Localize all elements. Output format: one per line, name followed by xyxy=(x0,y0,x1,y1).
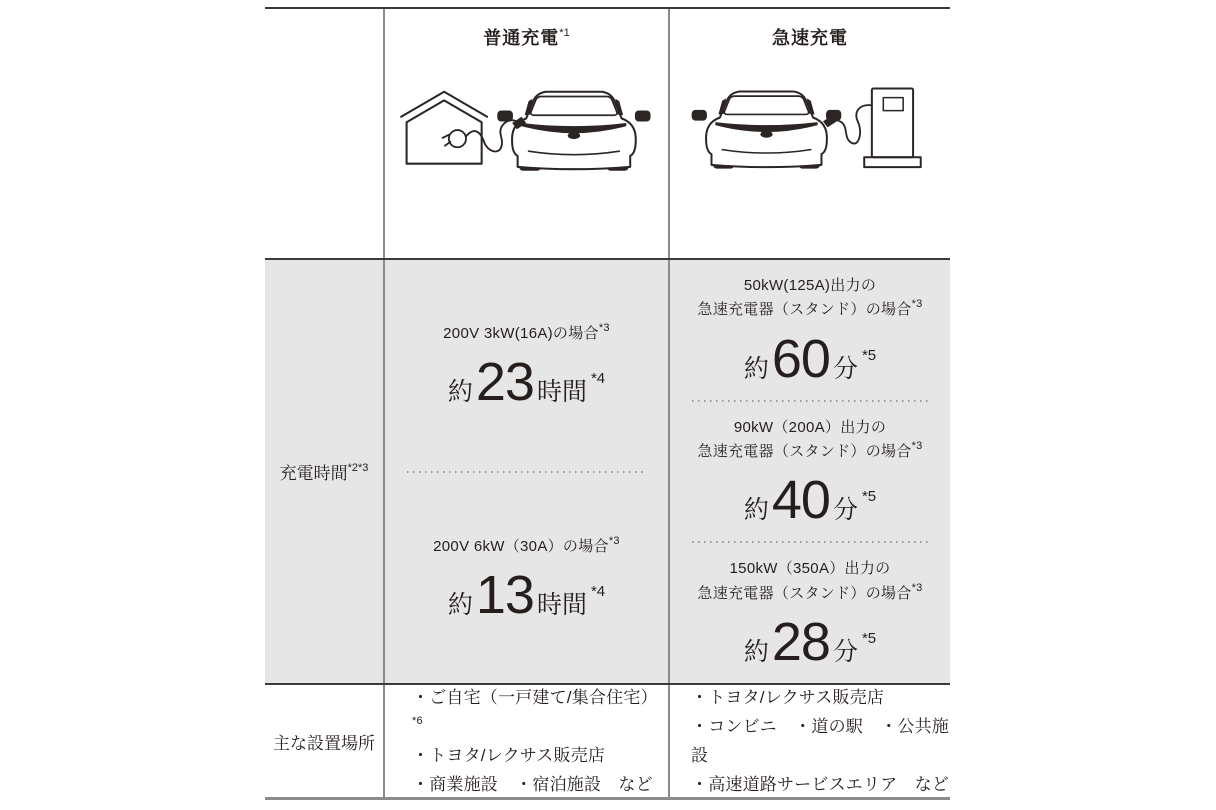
condition-line2: 急速充電器（スタンド）の場合 xyxy=(697,443,912,460)
charging-comparison-table xyxy=(265,7,950,800)
condition-sup: *3 xyxy=(608,534,620,547)
location-line xyxy=(691,683,950,712)
charge-time-value xyxy=(447,564,606,625)
normal-charge-case-2 xyxy=(385,473,668,684)
charge-condition xyxy=(697,557,922,605)
charge-time-label xyxy=(280,459,369,484)
approx-text: 約 xyxy=(447,378,473,407)
locations-label-cell xyxy=(265,685,383,797)
car-icon xyxy=(497,92,650,171)
charge-condition xyxy=(443,321,610,345)
charge-condition xyxy=(697,274,922,322)
time-value: 13 xyxy=(475,564,534,625)
rapid-charging-title-text: 急速充電 xyxy=(772,28,848,48)
value-sup: *5 xyxy=(861,346,877,364)
location-sup: *6 xyxy=(412,715,423,728)
value-sup: *4 xyxy=(590,582,606,600)
charge-time-row xyxy=(265,258,950,683)
plug-icon xyxy=(442,130,465,147)
charge-time-label-text: 充電時間 xyxy=(279,464,348,483)
approx-text: 約 xyxy=(447,590,473,619)
charging-stand-icon xyxy=(864,88,921,167)
time-value: 40 xyxy=(771,470,830,531)
location-line xyxy=(691,712,950,770)
charge-time-value xyxy=(447,352,606,413)
rapid-charging-title xyxy=(772,24,848,50)
condition-sup: *3 xyxy=(911,298,923,311)
location-text: ・トヨタ/レクサス販売店 xyxy=(691,687,885,707)
normal-charging-title-sup: *1 xyxy=(559,27,570,39)
location-text: ・コンビニ ・道の駅 ・公共施設 xyxy=(691,716,949,765)
car-icon xyxy=(692,92,842,169)
condition-sup: *3 xyxy=(911,581,923,594)
charge-time-label-sup: *2*3 xyxy=(347,462,369,475)
time-unit: 時間 xyxy=(536,590,587,619)
condition-line2: 急速充電器（スタンド）の場合 xyxy=(697,301,912,319)
location-text: ・トヨタ/レクサス販売店 xyxy=(412,746,606,765)
approx-text: 約 xyxy=(743,354,769,383)
condition-line2: 急速充電器（スタンド）の場合 xyxy=(697,584,912,602)
normal-charging-title-text: 普通充電 xyxy=(483,28,560,48)
charge-time-value xyxy=(743,470,877,531)
normal-charging-title xyxy=(483,24,569,50)
location-text: ・ご自宅（一戸建て/集合住宅） xyxy=(412,687,658,707)
normal-charging-column-header-cell xyxy=(383,9,668,258)
condition-sup: *3 xyxy=(911,440,923,452)
house-icon xyxy=(401,92,487,164)
charge-condition xyxy=(433,534,620,558)
time-value: 28 xyxy=(771,611,830,672)
time-unit: 分 xyxy=(832,496,858,525)
rapid-charge-case-3 xyxy=(670,543,950,683)
location-line xyxy=(412,683,668,741)
normal-locations-cell xyxy=(383,685,668,797)
time-unit: 分 xyxy=(832,637,858,666)
rapid-charge-case-1 xyxy=(670,260,950,400)
approx-text: 約 xyxy=(743,496,769,525)
normal-locations-list xyxy=(385,685,668,797)
condition-text: 200V 6kW（30A）の場合 xyxy=(433,537,609,555)
corner-cell xyxy=(265,9,383,258)
locations-label: 主な設置場所 xyxy=(273,733,375,753)
condition-line1: 90kW（200A）出力の xyxy=(733,418,887,436)
value-sup: *5 xyxy=(861,488,877,506)
location-line xyxy=(412,770,668,799)
rapid-locations-list xyxy=(670,685,950,797)
charge-time-value xyxy=(743,328,877,389)
rapid-charge-case-2 xyxy=(670,402,950,542)
charge-condition xyxy=(697,416,922,464)
location-text: ・高速道路サービスエリア など xyxy=(691,775,949,795)
rapid-charge-time-cell xyxy=(668,260,950,683)
location-line xyxy=(691,770,950,799)
time-unit: 時間 xyxy=(536,378,587,407)
station-charging-illustration xyxy=(684,76,936,172)
charging-cable xyxy=(466,120,517,151)
rapid-charging-column-header-cell xyxy=(668,9,950,258)
time-value: 60 xyxy=(771,328,830,389)
normal-charge-time-cell xyxy=(383,260,668,683)
condition-sup: *3 xyxy=(598,322,610,335)
condition-line1: 150kW（350A）出力の xyxy=(729,560,891,578)
locations-row xyxy=(265,683,950,797)
time-value: 23 xyxy=(475,352,534,413)
rapid-locations-cell xyxy=(668,685,950,797)
condition-text: 200V 3kW(16A)の場合 xyxy=(443,325,599,343)
approx-text: 約 xyxy=(743,637,769,666)
value-sup: *5 xyxy=(861,629,877,647)
charge-time-value xyxy=(743,611,877,672)
time-unit: 分 xyxy=(832,354,858,383)
header-illustration-row xyxy=(265,9,950,258)
location-text: ・商業施設 ・宿泊施設 など xyxy=(412,775,653,795)
home-charging-illustration xyxy=(398,76,656,174)
value-sup: *4 xyxy=(590,370,606,388)
condition-line1: 50kW(125A)出力の xyxy=(743,277,877,295)
location-line xyxy=(412,741,668,770)
charge-time-label-cell xyxy=(265,260,383,683)
normal-charge-case-1 xyxy=(385,260,668,471)
